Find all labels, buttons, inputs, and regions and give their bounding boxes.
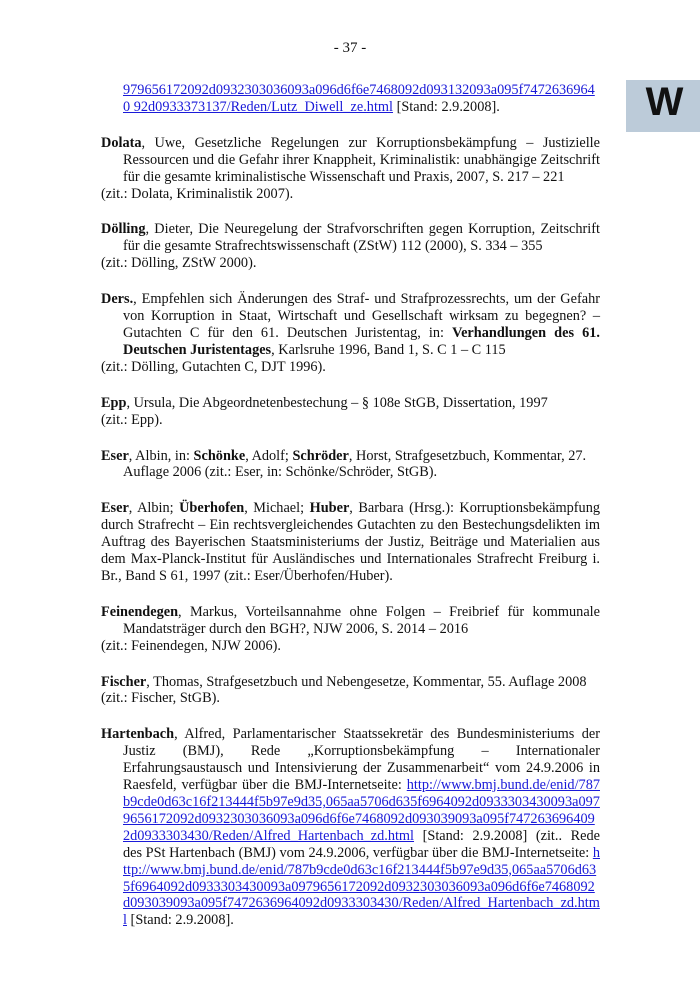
entry-text: , Michael;: [244, 500, 310, 517]
entry-text: [Stand: 2.9.2008].: [393, 98, 500, 115]
entry-text: , Horst, Strafgesetzbuch, Kommentar, 27. Auflage 2006 (zit.: Eser, in: Schönke/Schröder, StGB).: [123, 447, 587, 481]
entry-text: , Ursula, Die Abgeordnetenbestechung – § 108e StGB, Dissertation, 1997: [126, 394, 548, 411]
entry-text: , Uwe, Gesetzliche Regelungen zur Korruptionsbekämpfung – Justizielle Ressourcen und die Gefahr ihrer Knappheit, Kriminalistik: unabhängige Zeitschrift für die gesamte kriminalistische Wissenschaft und Praxis, 2007, S. 217 – 221: [123, 134, 600, 185]
hartenbach-speech-link-2[interactable]: http://www.bmj.bund.de/enid/787b9cde0d63c16f213444f5b97e9d35,065aa5706d635f6964092d0933303430093a0979656172092d0932303036093a096d6f6e7468092d093039093a095f7472636964092d0933303430/Reden/Alfred_Hartenbach_zd.html: [123, 844, 600, 929]
entry-author: Feinendegen: [101, 603, 179, 620]
entry-citation-short: (zit.: Dölling, ZStW 2000).: [101, 255, 257, 272]
entry-text: , Alfred, Parlamentarischer Staatssekretär des Bundesministeriums der Justiz (BMJ), Rede „Korruptionsbekämpfung – Internationaler Erfahrungsaustausch und Intensivierung der Zusammenarbeit“ vom 24.9.2006 in Raesfeld, verfügbar über die BMJ-Internetseite:: [123, 726, 600, 794]
entry-text: [Stand: 2.9.2008].: [126, 912, 234, 929]
entry-citation-short: (zit.: Feinendegen, NJW 2006).: [101, 637, 281, 654]
entry-text: , Dieter, Die Neuregelung der Strafvorschriften gegen Korruption, Zeitschrift für die gesamte Strafrechtswissenschaft (ZStW) 112 (2000), S. 334 – 355: [123, 221, 600, 255]
entry-text: , Albin, in:: [128, 447, 194, 464]
page-number: - 37 -: [333, 40, 367, 56]
entry-author: Eser: [101, 500, 129, 517]
entry-author: Hartenbach: [101, 726, 175, 743]
diwell-speech-link[interactable]: 979656172092d0932303036093a096d6f6e7468092d093132093a095f74726369640 92d0933373137/Reden/Lutz_Diwell_ze.html: [123, 82, 595, 115]
section-tab-letter: W: [626, 80, 700, 132]
bibliography-entry: [101, 221, 600, 272]
entry-text: , Karlsruhe 1996, Band 1, S. C 1 – C 115: [271, 341, 506, 358]
entry-text: , Barbara (Hrsg.): Korruptionsbekämpfung durch Strafrecht – Ein rechtsvergleichendes Gutachten zu den Bestechungsdelikten im Auftrag des Bayerischen Staatsministeriums der Justiz, Beiträge und Materialien aus dem Max-Planck-Institut für Ausländisches und Internationales Strafrecht Freiburg i. Br., Band S 61, 1997 (zit.: Eser/Überhofen/Huber).: [101, 500, 600, 584]
bibliography-entry: [101, 500, 600, 585]
entry-author: Dolata: [101, 134, 142, 151]
entry-text: , Thomas, Strafgesetzbuch und Nebengesetze, Kommentar, 55. Auflage 2008: [146, 673, 587, 690]
entry-text: , Empfehlen sich Änderungen des Straf- und Strafprozessrechts, um der Gefahr von Korruption in Staat, Wirtschaft und Gesellschaft wirksam zu begegnen? – Gutachten C für den 61. Deutschen Juristentag, in:: [123, 291, 600, 341]
bibliography-entry: [101, 674, 600, 708]
bibliography-entry: [101, 135, 600, 203]
entry-text: , Albin;: [128, 500, 180, 517]
entry-author: Epp: [101, 394, 127, 411]
entry-bold-name: Huber: [309, 500, 350, 517]
entry-author: Ders.: [101, 291, 134, 308]
bibliography-entry: [101, 448, 600, 482]
bibliography-entry-continued: [101, 82, 600, 116]
entry-citation-short: (zit.: Dolata, Kriminalistik 2007).: [101, 185, 294, 202]
entry-citation-short: (zit.: Epp).: [101, 411, 163, 428]
entry-text: , Markus, Vorteilsannahme ohne Folgen – Freibrief für kommunale Mandatsträger durch den BGH?, NJW 2006, S. 2014 – 2016: [123, 603, 600, 637]
entry-author: Fischer: [101, 673, 147, 690]
entry-citation-short: (zit.: Fischer, StGB).: [101, 690, 220, 707]
hartenbach-speech-link[interactable]: http://www.bmj.bund.de/enid/787b9cde0d63c16f213444f5b97e9d35,065aa5706d635f6964092d0933303430093a0979656172092d0932303036093a096d6f6e7468092d093039093a095f7472636964092d0933303430/Reden/Alfred_Hartenbach_zd.html: [123, 777, 600, 844]
bibliography-list: [101, 82, 600, 948]
entry-citation-short: (zit.: Dölling, Gutachten C, DJT 1996).: [101, 358, 326, 375]
entry-bold-title: Verhandlungen des 61. Deutschen Juristentages: [123, 324, 600, 358]
entry-bold-name: Überhofen: [179, 500, 245, 517]
entry-text: , Adolf;: [245, 447, 293, 464]
bibliography-entry: [101, 604, 600, 655]
entry-author: Dölling: [101, 221, 146, 238]
bibliography-entry: [101, 291, 600, 376]
entry-bold-name: Schönke: [193, 447, 246, 464]
entry-text: [Stand: 2.9.2008] (zit.. Rede des PSt Hartenbach (BMJ) vom 24.9.2006, verfügbar über die BMJ-Internetseite:: [123, 827, 600, 861]
entry-author: Eser: [101, 447, 129, 464]
bibliography-entry: [101, 395, 600, 429]
bibliography-entry: [101, 726, 600, 929]
entry-bold-name: Schröder: [292, 447, 349, 464]
